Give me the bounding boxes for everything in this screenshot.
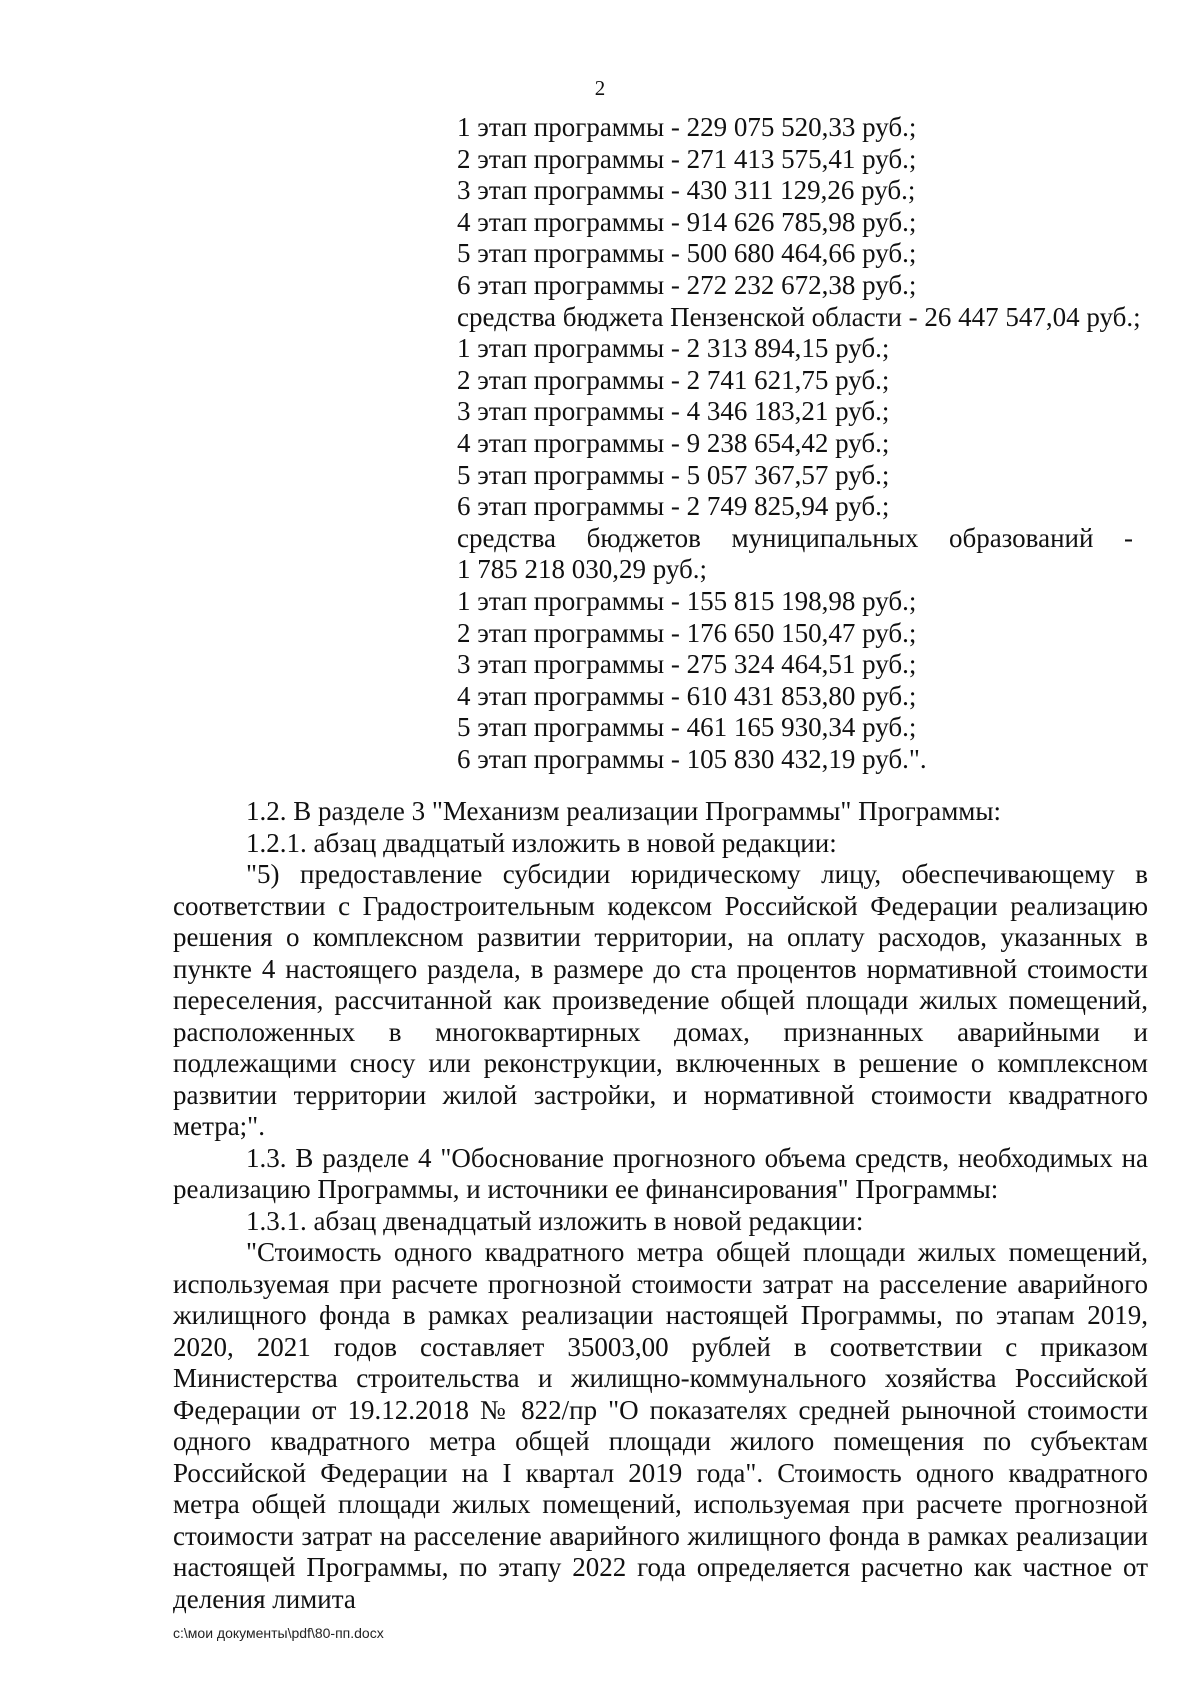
list-line: 2 этап программы - 271 413 575,41 руб.;: [457, 143, 917, 174]
paragraph: "5) предоставление субсидии юридическому лицу, обеспечивающему в соответствии с Градостроительным кодексом Российской Федерации реализацию решения о комплексном развитии территории, на оплату расходов, указанных в пункте 4 настоящего раздела, в размере до ста процентов нормативной стоимости переселения, рассчитанной как произведение общей площади жилых помещений, расположенных в многоквартирных домах, признанных аварийными и подлежащими сносу или реконструкции, включенных в решение о комплексном развитии территории жилой застройки, и нормативной стоимости квадратного метра;".: [173, 859, 1148, 1141]
document-body: [173, 796, 1148, 1615]
list-line: 6 этап программы - 272 232 672,38 руб.;: [457, 269, 917, 300]
list-line: средства бюджета Пензенской области - 26 447 547,04 руб.;: [457, 301, 1141, 332]
paragraph: 1.2. В разделе 3 "Механизм реализации Программы" Программы:: [246, 796, 1002, 826]
list-line: 2 этап программы - 176 650 150,47 руб.;: [457, 617, 917, 648]
paragraph: 1.2.1. абзац двадцатый изложить в новой редакции:: [246, 827, 837, 858]
paragraph: "Стоимость одного квадратного метра общей площади жилых помещений, используемая при расчете прогнозной стоимости затрат на расселение аварийного жилищного фонда в рамках реализации настоящей Программы, по этапам 2019, 2020, 2021 годов составляет 35003,00 рублей в соответствии с приказом Министерства строительства и жилищно-коммунального хозяйства Российской Федерации от 19.12.2018 № 822/пр "О показателях средней рыночной стоимости одного квадратного метра общей площади жилого помещения по субъектам Российской Федерации на I квартал 2019 года". Стоимость одного квадратного метра общей площади жилых помещений, используемая при расчете прогнозной стоимости затрат на расселение аварийного жилищного фонда в рамках реализации настоящей Программы, по этапу 2022 года определяется расчетно как частное от деления лимита: [173, 1237, 1148, 1614]
list-line: 1 этап программы - 155 815 198,98 руб.;: [457, 585, 917, 616]
paragraph: 1.3. В разделе 4 "Обоснование прогнозного объема средств, необходимых на реализацию Программы, и источники ее финансирования" Программы:: [173, 1142, 1148, 1204]
list-line: 2 этап программы - 2 741 621,75 руб.;: [457, 364, 890, 395]
list-line: 5 этап программы - 461 165 930,34 руб.;: [457, 712, 917, 743]
list-line: 6 этап программы - 2 749 825,94 руб.;: [457, 491, 890, 522]
list-line: 6 этап программы - 105 830 432,19 руб.".: [457, 743, 927, 774]
list-line: 3 этап программы - 275 324 464,51 руб.;: [457, 649, 917, 680]
list-line: 5 этап программы - 5 057 367,57 руб.;: [457, 459, 890, 490]
list-line: 4 этап программы - 9 238 654,42 руб.;: [457, 427, 890, 458]
file-path-footer: c:\мои документы\pdf\80-пп.docx: [173, 1625, 384, 1641]
funding-list: [457, 112, 1141, 775]
page-number: 2: [594, 76, 606, 100]
list-line: 4 этап программы - 610 431 853,80 руб.;: [457, 680, 917, 711]
list-line: 3 этап программы - 4 346 183,21 руб.;: [457, 396, 890, 427]
list-line: 1 785 218 030,29 руб.;: [457, 554, 708, 585]
paragraph: 1.3.1. абзац двенадцатый изложить в новой редакции:: [246, 1205, 864, 1236]
list-line: 1 этап программы - 229 075 520,33 руб.;: [457, 112, 917, 142]
list-line: 5 этап программы - 500 680 464,66 руб.;: [457, 238, 917, 269]
list-line: 3 этап программы - 430 311 129,26 руб.;: [457, 175, 916, 206]
list-line: 1 этап программы - 2 313 894,15 руб.;: [457, 333, 890, 364]
list-line: средства бюджетов муниципальных образований -: [457, 522, 1133, 553]
list-line: 4 этап программы - 914 626 785,98 руб.;: [457, 206, 917, 237]
